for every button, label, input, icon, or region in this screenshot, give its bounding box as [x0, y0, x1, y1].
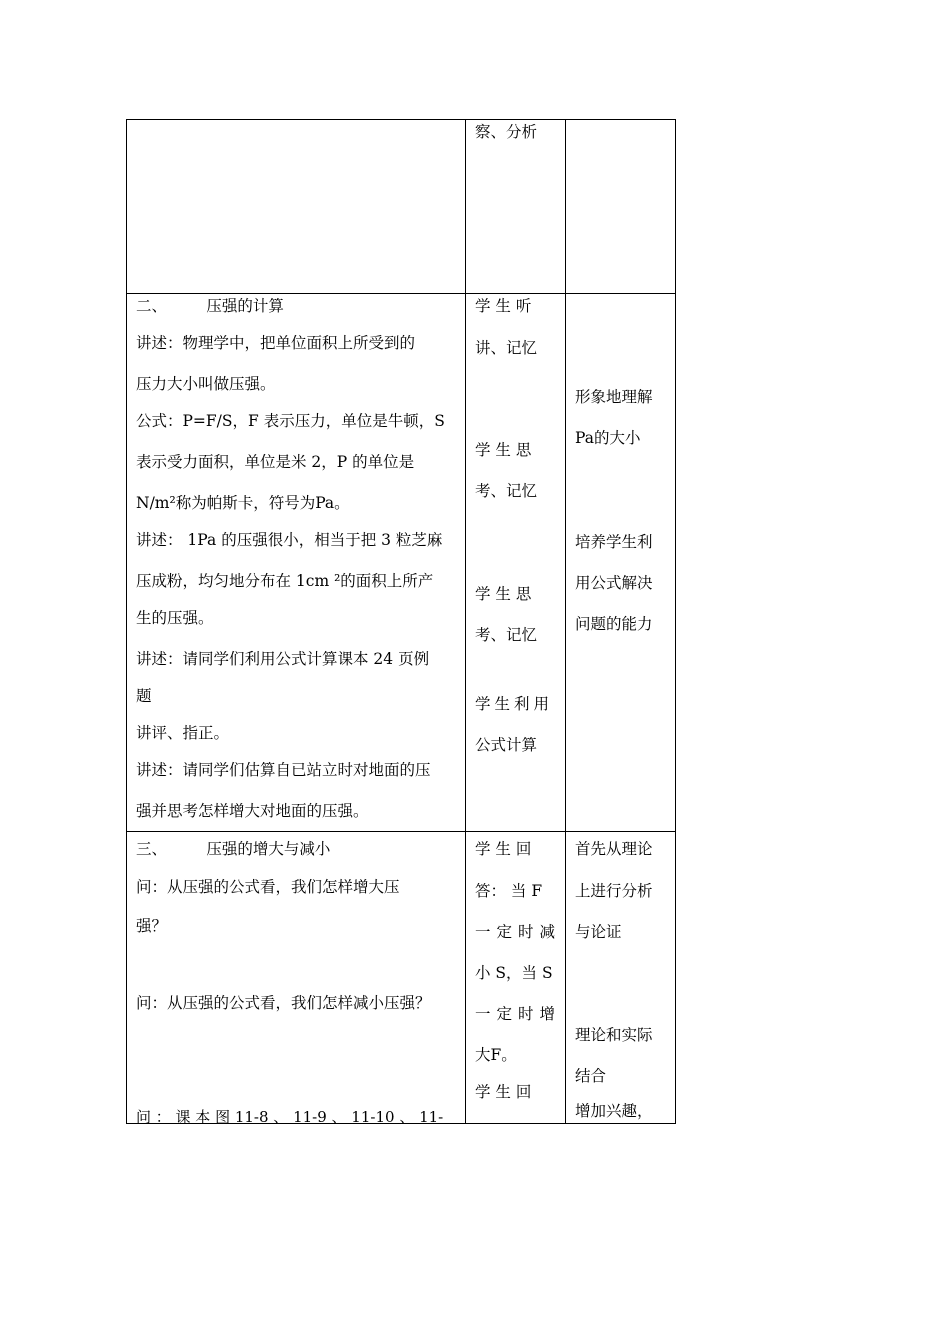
content-line: 压力大小叫做压强。 — [136, 375, 276, 393]
intent-line: 理论和实际 — [575, 1026, 653, 1044]
table-border-top — [126, 119, 676, 120]
content-line: 强并思考怎样增大对地面的压强。 — [136, 802, 369, 820]
activity-line: 学 生 思 — [475, 585, 532, 603]
content-line: 讲述： 1Pa 的压强很小，相当于把 3 粒芝麻 — [136, 531, 443, 549]
question-line: 强？ — [136, 917, 168, 935]
activity-line: 学 生 回 — [475, 1083, 532, 1101]
activity-line: 考、记忆 — [475, 482, 538, 500]
intent-line: 与论证 — [575, 923, 622, 941]
question-line: 问：从压强的公式看，我们怎样增大压 — [136, 878, 400, 896]
activity-line: 学 生 听 — [475, 297, 532, 315]
question-line: 问：从压强的公式看，我们怎样减小压强？ — [136, 994, 431, 1012]
section-heading: 三、 压强的增大与减小 — [136, 840, 331, 858]
content-line: 讲述：请同学们利用公式计算课本 24 页例 — [136, 650, 430, 668]
activity-line: 讲、记忆 — [475, 339, 538, 357]
intent-line: 结合 — [575, 1067, 607, 1085]
activity-line: 答： 当 F — [475, 882, 543, 900]
row-divider-2 — [126, 831, 676, 832]
column-divider-1 — [465, 119, 466, 1124]
content-line: 表示受力面积，单位是米 2，P 的单位是 — [136, 453, 415, 471]
activity-line: 一定时增 — [475, 1005, 562, 1023]
method-text: 察、分析 — [475, 123, 538, 141]
intent-line: 上进行分析 — [575, 882, 653, 900]
intent-line: 形象地理解 — [575, 388, 653, 406]
activity-line: 考、记忆 — [475, 626, 538, 644]
table-border-right — [675, 119, 676, 1124]
content-line: 压成粉，均匀地分布在 1cm ²的面积上所产 — [136, 572, 434, 590]
section-heading: 二、 压强的计算 — [136, 297, 284, 315]
formula-line: 公式：P=F/S，F 表示压力，单位是牛顿，S — [136, 412, 445, 430]
content-line: N/m²称为帕斯卡，符号为Pa。 — [136, 494, 350, 512]
intent-line: 问题的能力 — [575, 615, 653, 633]
content-line: 讲评、指正。 — [136, 724, 230, 742]
content-line: 讲述：请同学们估算自已站立时对地面的压 — [136, 761, 431, 779]
activity-line: 学 生 思 — [475, 441, 532, 459]
content-line: 题 — [136, 687, 152, 705]
activity-line: 公式计算 — [475, 736, 538, 754]
intent-line: 首先从理论 — [575, 840, 653, 858]
content-line: 讲述：物理学中，把单位面积上所受到的 — [136, 334, 416, 352]
activity-line: 学 生 回 — [475, 840, 532, 858]
content-line: 生的压强。 — [136, 609, 214, 627]
question-line: 问 ： 课 本 图 11-8 、 11-9 、 11-10 、 11- — [136, 1108, 444, 1126]
intent-line: 培养学生利 — [575, 533, 653, 551]
lesson-table — [126, 119, 676, 1124]
activity-line: 一定时减 — [475, 923, 562, 941]
intent-line: 增加兴趣， — [575, 1102, 653, 1120]
table-border-left — [126, 119, 127, 1124]
intent-line: 用公式解决 — [575, 574, 653, 592]
activity-line: 大F。 — [475, 1046, 517, 1064]
intent-line: Pa的大小 — [575, 429, 641, 447]
row-divider-1 — [126, 293, 676, 294]
activity-line: 小 S，当 S — [475, 964, 553, 982]
column-divider-2 — [565, 119, 566, 1124]
activity-line: 学生利用 — [475, 695, 554, 713]
